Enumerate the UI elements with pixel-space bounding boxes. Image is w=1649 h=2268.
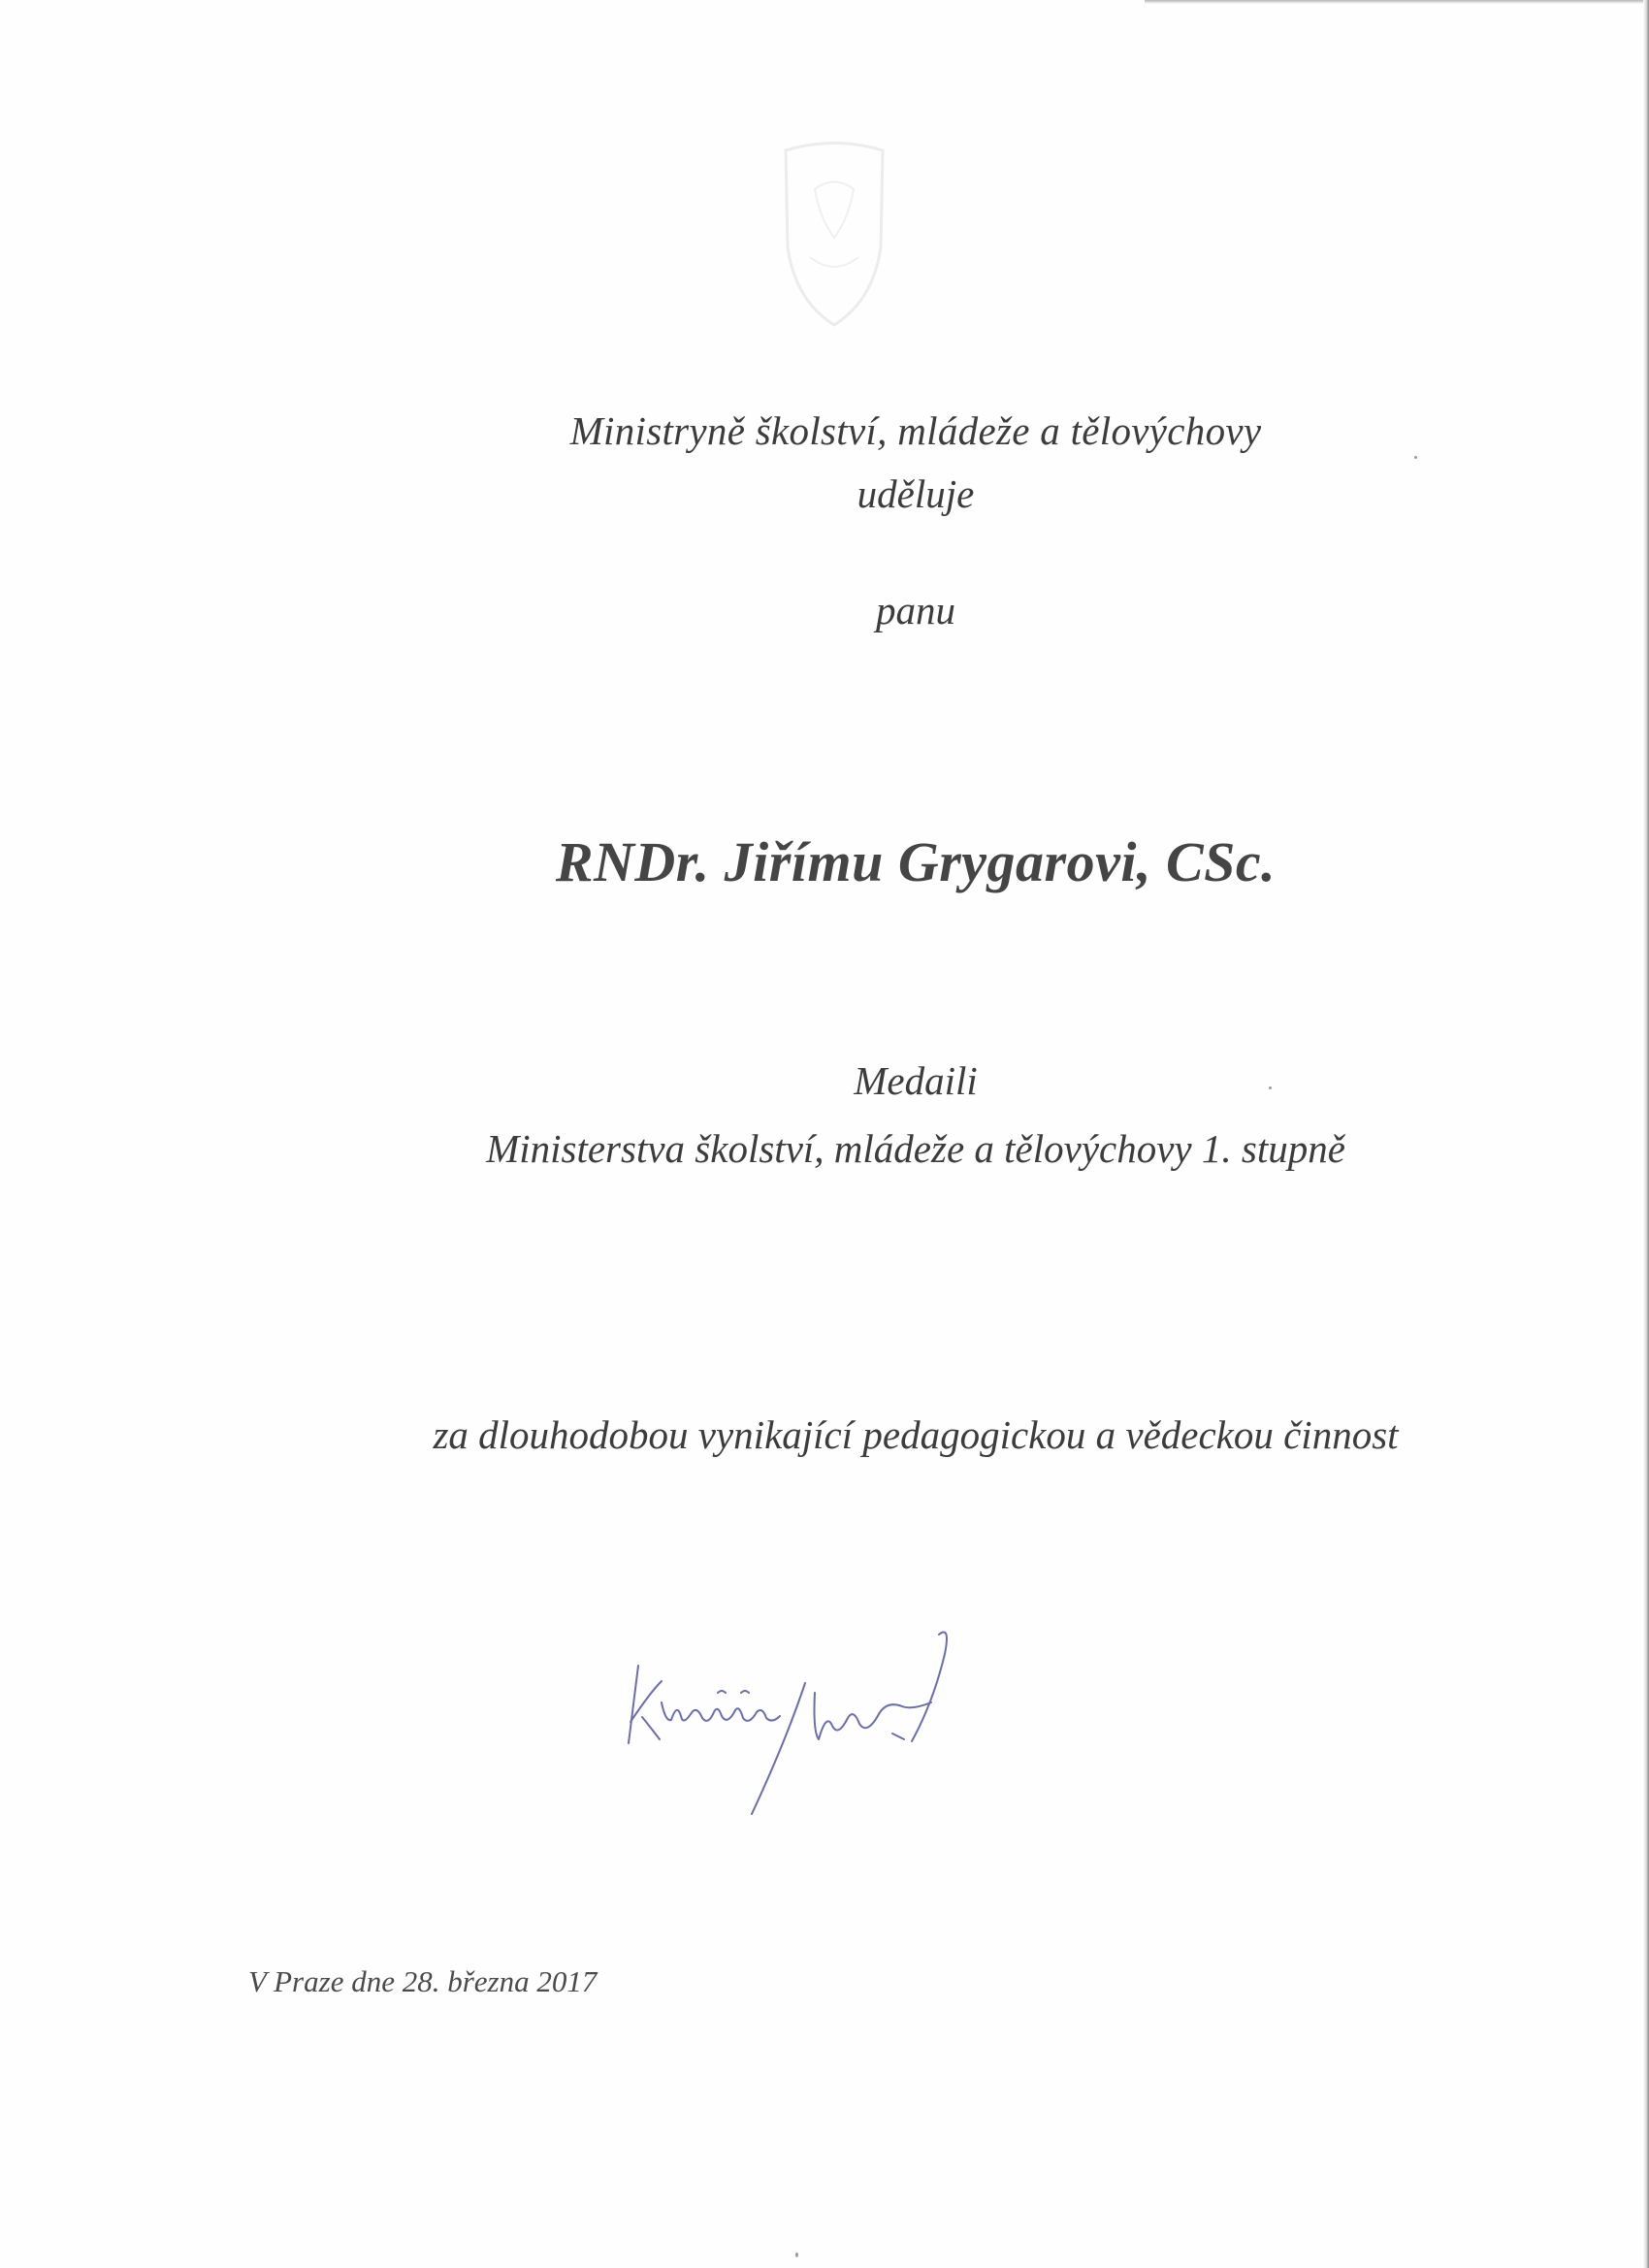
state-emblem-watermark bbox=[766, 131, 902, 340]
award-title: Medaili bbox=[854, 1058, 978, 1103]
scan-speck bbox=[795, 2252, 798, 2257]
recipient-name: RNDr. Jiřímu Grygarovi, CSc. bbox=[555, 830, 1277, 893]
scan-speck bbox=[1269, 1086, 1272, 1089]
scan-speck bbox=[1414, 456, 1417, 459]
issuer-line: Ministryně školství, mládeže a tělovýchovy bbox=[569, 408, 1262, 453]
award-subtitle: Ministerstva školství, mládeže a tělovýchovy 1. stupně bbox=[486, 1126, 1345, 1171]
recipient-salutation: panu bbox=[876, 588, 955, 632]
signature bbox=[621, 1625, 1203, 1819]
scan-edge-top bbox=[1145, 0, 1649, 4]
award-reason: za dlouhodobou vynikající pedagogickou a vědeckou činnost bbox=[433, 1412, 1399, 1457]
awards-verb: uděluje bbox=[857, 471, 975, 516]
place-and-date: V Praze dne 28. března 2017 bbox=[248, 1964, 598, 1998]
